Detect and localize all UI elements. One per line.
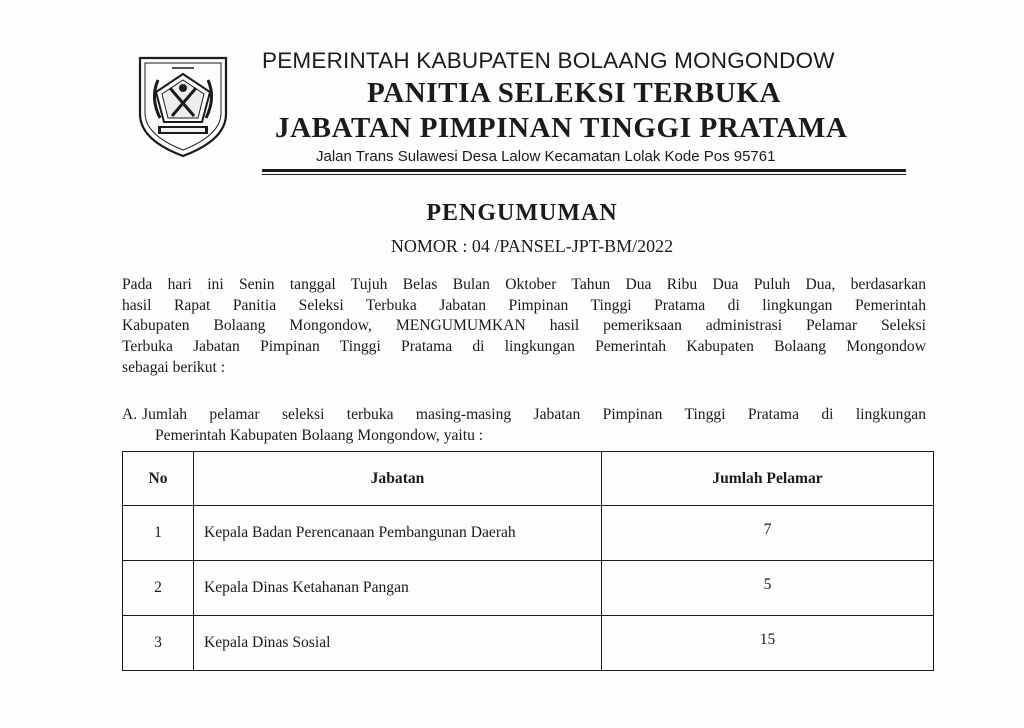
cell-jabatan: Kepala Dinas Ketahanan Pangan: [194, 561, 602, 616]
applicants-table: [122, 451, 934, 671]
section-a-line: Jumlah pelamar seleksi terbuka masing-masing Jabatan Pimpinan Tinggi Pratama di lingkungan: [142, 406, 926, 423]
cell-jumlah-value: 7: [763, 521, 772, 538]
cell-no: 3: [123, 616, 194, 671]
section-a-marker: A.: [122, 406, 138, 423]
header-jabatan: Jabatan: [194, 452, 602, 506]
header-jumlah: Jumlah Pelamar: [602, 452, 934, 506]
letterhead-government: PEMERINTAH KABUPATEN BOLAANG MONGONDOW: [262, 48, 835, 73]
announcement-title: PENGUMUMAN: [426, 200, 618, 226]
paragraph-line: sebagai berikut :: [122, 358, 226, 376]
cell-jabatan: Kepala Badan Perencanaan Pembangunan Daerah: [194, 506, 602, 561]
cell-jabatan: Kepala Dinas Sosial: [194, 616, 602, 671]
letterhead-committee: PANITIA SELEKSI TERBUKA: [367, 77, 782, 109]
announcement-paragraph: [122, 275, 926, 379]
header-no: No: [123, 452, 194, 506]
letterhead-address: Jalan Trans Sulawesi Desa Lalow Kecamatan Lolak Kode Pos 95761: [316, 148, 776, 165]
cell-jumlah: [602, 506, 934, 561]
table-row: [123, 506, 934, 561]
cell-jumlah-value: 5: [763, 576, 772, 593]
section-a-line: Pemerintah Kabupaten Bolaang Mongondow, yaitu :: [155, 427, 484, 444]
table-row: [123, 561, 934, 616]
paragraph-line: Pada hari ini Senin tanggal Tujuh Belas Bulan Oktober Tahun Dua Ribu Dua Puluh Dua, berdasarkan: [122, 276, 926, 293]
regency-crest-icon: [128, 48, 238, 160]
table-header-row: [123, 452, 934, 506]
paragraph-line: hasil Rapat Panitia Seleksi Terbuka Jabatan Pimpinan Tinggi Pratama di lingkungan Pemerintah: [122, 296, 926, 314]
letterhead-position: JABATAN PIMPINAN TINGGI PRATAMA: [275, 112, 848, 144]
cell-jumlah-value: 15: [759, 631, 776, 648]
table-row: [123, 616, 934, 671]
cell-no: 2: [123, 561, 194, 616]
cell-jumlah: [602, 561, 934, 616]
paragraph-line: Terbuka Jabatan Pimpinan Tinggi Pratama di lingkungan Pemerintah Kabupaten Bolaang Mongondow: [122, 338, 926, 356]
letterhead-divider-thin: [262, 174, 906, 175]
cell-jumlah: [602, 616, 934, 671]
announcement-number: NOMOR : 04 /PANSEL-JPT-BM/2022: [390, 236, 674, 256]
cell-no: 1: [123, 506, 194, 561]
paragraph-line: Kabupaten Bolaang Mongondow, MENGUMUMKAN hasil pemeriksaan administrasi Pelamar Seleksi: [122, 317, 926, 335]
letterhead-divider-thick: [262, 169, 906, 172]
